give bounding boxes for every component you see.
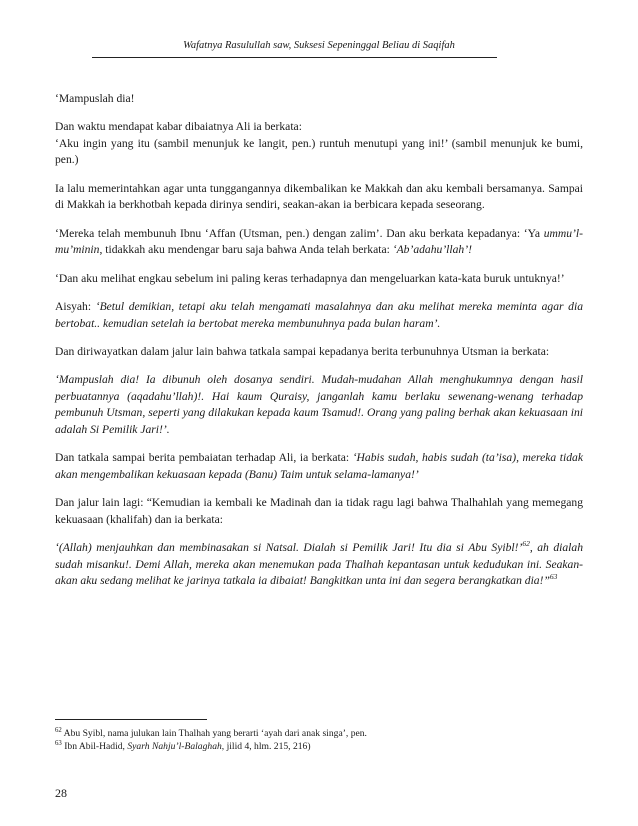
footnote-divider — [55, 719, 207, 720]
header-divider — [92, 57, 497, 58]
footnote-ref-62[interactable]: 62 — [522, 539, 530, 549]
paragraph-6 — [55, 299, 583, 332]
paragraph-6-quote: ‘Betul demikian, tetapi aku telah mengamati masalahnya dan aku melihat mereka meminta agar dia bertobat.. kemudian setelah ia bertobat mereka membunuhnya pada bulan haram’. — [55, 300, 583, 330]
paragraph-11-text-a: ‘(Allah) menjauhkan dan membinasakan si Natsal. Dialah si Pemilik Jari! Itu dia si Abu Syibl!’ — [55, 541, 523, 555]
page-body — [55, 91, 583, 601]
paragraph-11-text-b: , ah dialah sudah misanku!. Demi Allah, mereka akan menemukan pada Thalhah kepantasan untuk kedudukan ini. Seakan-akan aku sedang melihat ke jarinya tatkala ia dibaiat! Bangkitkan unta ini dan segera berangkatkan dia!” — [55, 541, 583, 587]
paragraph-2-line-2: ‘Aku ingin yang itu (sambil menunjuk ke langit, pen.) runtuh menutupi yang ini!’ (sambil menunjuk ke bumi, pen.) — [55, 136, 583, 167]
paragraph-2-line-1: Dan waktu mendapat kabar dibaiatnya Ali ia berkata: — [55, 120, 302, 134]
footnote-62-text: Abu Syibl, nama julukan lain Thalhah yang berarti ‘ayah dari anak singa’, pen. — [63, 728, 367, 739]
paragraph-6-speaker: Aisyah: — [55, 300, 96, 314]
paragraph-7: Dan diriwayatkan dalam jalur lain bahwa tatkala sampai kepadanya berita terbunuhnya Utsman ia berkata: — [55, 344, 550, 358]
footnotes — [55, 727, 583, 754]
paragraph-8: ‘Mampuslah dia! Ia dibunuh oleh dosanya sendiri. Mudah-mudahan Allah menghukumnya dengan hasil perbuatannya (aqadahu’llah)!. Hai kaum Quraisy, janganlah kamu berlaku sewenang-wenang terhadap pembunuh Utsman, seperti yang dilakukan kepada kaum Tsamud!. Orang yang paling berhak akan kekuasaan ini adalah Si Pemilik Jari!’. — [55, 373, 583, 436]
page-number: 28 — [55, 786, 67, 800]
footnote-63-number: 63 — [55, 740, 62, 748]
footnote-63-text-b: , jilid 4, hlm. 215, 216) — [221, 741, 311, 753]
paragraph-4 — [55, 226, 583, 259]
running-header: Wafatnya Rasulullah saw, Suksesi Sepeninggal Beliau di Saqifah — [183, 40, 455, 51]
paragraph-1: ‘Mampuslah dia! — [55, 92, 135, 105]
paragraph-9-text-a: Dan tatkala sampai berita pembaiatan terhadap Ali, ia berkata: — [55, 451, 353, 465]
footnote-63-book-title: Syarh Nahju’l-Balaghah — [127, 741, 222, 753]
footnote-ref-63[interactable]: 63 — [549, 571, 558, 581]
paragraph-10: Dan jalur lain lagi: “Kemudian ia kembali ke Madinah dan ia tidak ragu lagi bahwa Thalhahlah yang memegang kekuasaan (khalifah) dan ia berkata: — [55, 496, 583, 526]
footnote-63-text-a: Ibn Abil-Hadid, — [64, 741, 128, 753]
paragraph-9 — [55, 450, 583, 483]
paragraph-9-quote: ‘Habis sudah, habis sudah (ta’isa), mereka tidak akan mengembalikan kekuasaan kepada (Banu) Taim untuk selama-lamanya!’ — [55, 451, 583, 481]
paragraph-4-italic-quote: ‘Ab’adahu’llah’! — [392, 243, 472, 257]
paragraph-3: Ia lalu memerintahkan agar unta tunggangannya dikembalikan ke Makkah dan aku kembali bersamanya. Sampai di Makkah ia berkhotbah kepada dirinya sendiri, seakan-akan ia berbicara kepada seseorang. — [55, 181, 583, 212]
paragraph-5: ‘Dan aku melihat engkau sebelum ini paling keras terhadapnya dan mengeluarkan kata-kata buruk untuknya!’ — [55, 271, 565, 285]
footnote-62-number: 62 — [55, 727, 62, 734]
paragraph-4-text-c: , tidakkah aku mendengar baru saja bahwa Anda telah berkata: — [99, 243, 393, 257]
paragraph-4-text-a: ‘Mereka telah membunuh Ibnu ‘Affan (Utsman, pen.) dengan zalim’. Dan aku berkata kepadanya: ‘Ya — [55, 226, 544, 240]
footnote-62 — [55, 727, 583, 740]
paragraph-11 — [55, 540, 583, 589]
footnote-63 — [55, 740, 583, 753]
paragraph-2 — [55, 119, 583, 168]
paragraph-4-italic-term: ummu’l-mu’minin — [55, 226, 583, 257]
